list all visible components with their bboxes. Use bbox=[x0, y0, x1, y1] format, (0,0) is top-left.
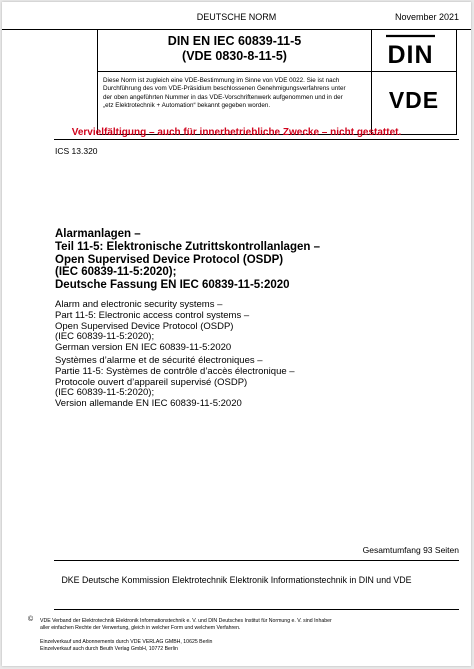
divider bbox=[54, 560, 459, 561]
vde-number: (VDE 0830-8-11-5) bbox=[182, 49, 287, 63]
publication-date: November 2021 bbox=[394, 12, 459, 22]
ics-code: ICS 13.320 bbox=[55, 146, 98, 156]
sales-info bbox=[40, 639, 460, 652]
frame-divider-horizontal bbox=[98, 71, 456, 72]
vde-logo-icon bbox=[379, 87, 449, 111]
german-title-line: Alarmanlagen – bbox=[55, 228, 141, 240]
din-logo-text: DIN bbox=[387, 41, 434, 67]
reproduction-notice: Vervielfältigung – auch für innerbetriebliche Zwecke – nicht gestattet. bbox=[71, 127, 402, 138]
german-title-line: Teil 11-5: Elektronische Zutrittskontrollanlagen – bbox=[55, 240, 320, 253]
french-title-line: Protocole ouvert d’appareil supervisé (OSDP) bbox=[55, 376, 248, 388]
sales-line: Einzelverkauf auch durch Beuth Verlag GmbH, 10772 Berlin bbox=[40, 645, 178, 652]
english-title-line: (IEC 60839-11-5:2020); bbox=[55, 331, 155, 343]
french-title-line: Partie 11-5: Systèmes de contrôle d’accès électronique – bbox=[55, 365, 295, 377]
english-title-line: Alarm and electronic security systems – bbox=[55, 299, 223, 310]
vde-bestimmung-note bbox=[103, 77, 369, 111]
vde-logo-text: VDE bbox=[388, 87, 440, 111]
dke-line: DKE Deutsche Kommission Elektrotechnik Elektronik Informationstechnik in DIN und VDE bbox=[61, 575, 412, 585]
french-title-line: Systèmes d’alarme et de sécurité électroniques – bbox=[55, 355, 263, 366]
copyright-notice bbox=[28, 616, 460, 631]
german-title bbox=[55, 228, 465, 292]
english-title bbox=[55, 300, 465, 354]
vde-note-line: Durchführung des vom VDE-Präsidium beschlossenen Genehmigungsverfahrens unter bbox=[103, 85, 346, 93]
copyright-line: aller einfachen Rechte der Verwertung, gleich in welcher Form und welchem Verfahren. bbox=[40, 624, 241, 631]
header-bar bbox=[2, 2, 471, 30]
german-title-line: Deutsche Fassung EN IEC 60839-11-5:2020 bbox=[55, 279, 290, 292]
vde-note-line: der oben angeführten Nummer in das VDE-Vorschriftenwerk aufgenommen und in der bbox=[103, 93, 343, 101]
divider bbox=[54, 139, 459, 140]
total-pages: Gesamtumfang 93 Seiten bbox=[362, 545, 459, 555]
title-frame bbox=[97, 29, 457, 135]
din-logo-icon bbox=[383, 33, 438, 67]
copyright-mark: © bbox=[28, 616, 34, 623]
english-title-line: German version EN IEC 60839-11-5:2020 bbox=[55, 342, 232, 354]
english-title-line: Part 11-5: Electronic access control systems – bbox=[55, 309, 250, 321]
sales-line: Einzelverkauf und Abonnements durch VDE VERLAG GMBH, 10625 Berlin bbox=[40, 639, 213, 645]
german-title-line: (IEC 60839-11-5:2020); bbox=[55, 266, 177, 279]
norm-type: DEUTSCHE NORM bbox=[196, 12, 277, 22]
din-number: DIN EN IEC 60839-11-5 bbox=[167, 34, 302, 48]
french-title-line: (IEC 60839-11-5:2020); bbox=[55, 387, 155, 399]
french-title bbox=[55, 356, 465, 410]
english-title-line: Open Supervised Device Protocol (OSDP) bbox=[55, 320, 234, 332]
copyright-line: VDE Verband der Elektrotechnik Elektronik Informationstechnik e. V. und DIN Deutsches Institut für Normung e. V. sind Inhaber bbox=[40, 618, 332, 624]
divider bbox=[54, 609, 459, 610]
frame-divider-vertical bbox=[371, 30, 372, 134]
standard-number-block bbox=[98, 34, 371, 64]
french-title-line: Version allemande EN IEC 60839-11-5:2020 bbox=[55, 398, 242, 410]
vde-note-line: Diese Norm ist zugleich eine VDE-Bestimmung im Sinne von VDE 0022. Sie ist nach bbox=[103, 77, 340, 84]
document-page bbox=[2, 2, 471, 666]
vde-note-line: „etz Elektrotechnik + Automation“ bekannt gegeben worden. bbox=[103, 102, 271, 110]
german-title-line: Open Supervised Device Protocol (OSDP) bbox=[55, 253, 284, 266]
